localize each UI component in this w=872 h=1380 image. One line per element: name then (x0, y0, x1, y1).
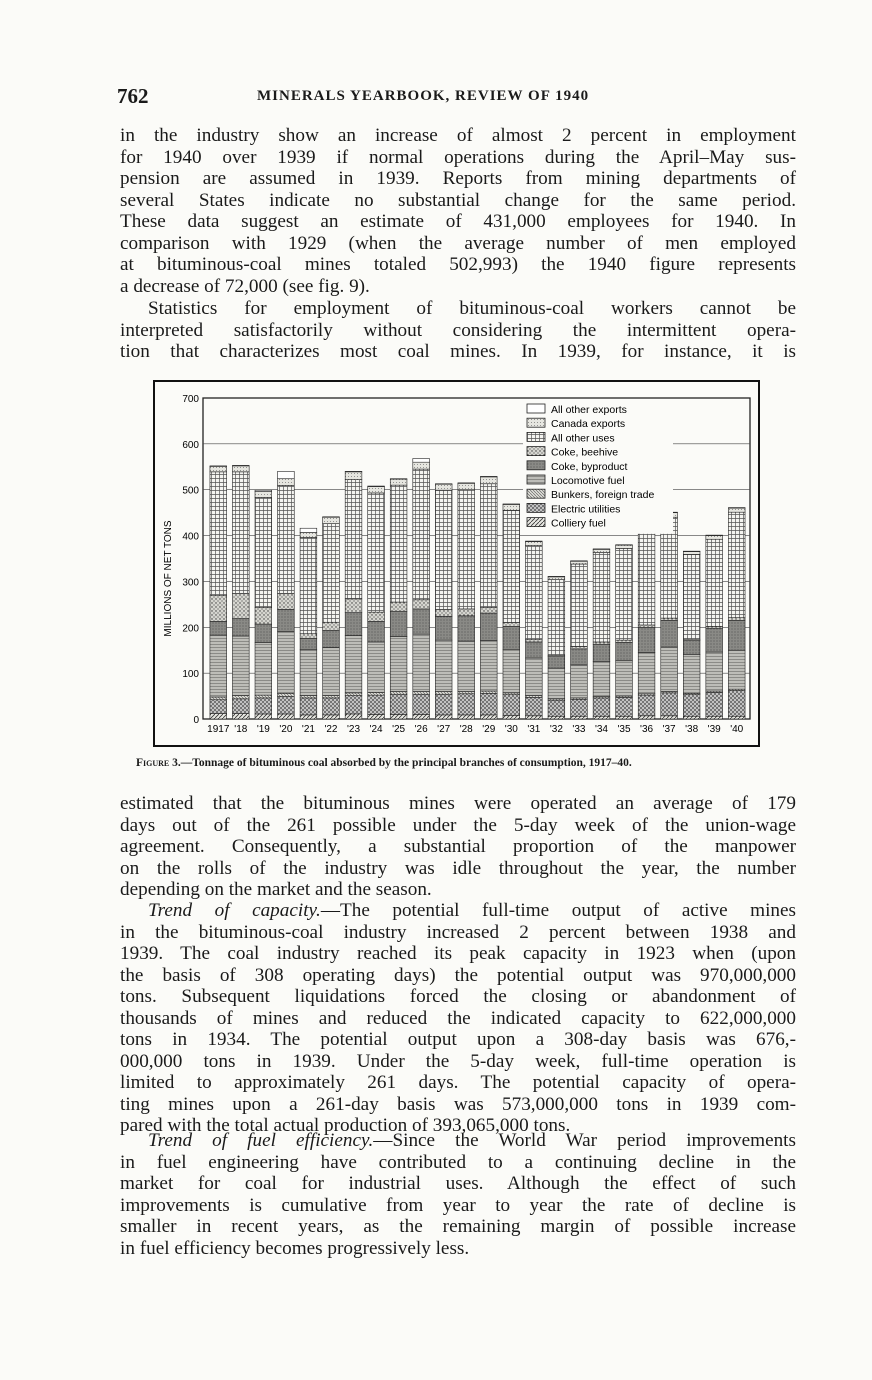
bar-segment (390, 611, 407, 636)
bar-segment (548, 580, 565, 656)
bar-segment (413, 694, 430, 714)
y-tick-label: 300 (182, 577, 199, 589)
text-line: These data suggest an estimate of 431,000 employees for 1940. In (120, 211, 796, 232)
bar-segment (526, 542, 543, 546)
text-line: estimated that the bituminous mines were operated an average of 179 (120, 793, 796, 814)
bar-segment (435, 694, 452, 715)
bar-segment (345, 714, 362, 719)
bar-segment (435, 484, 452, 490)
bar-segment (480, 484, 497, 608)
bar-segment (593, 662, 610, 697)
bar-segment (683, 554, 700, 639)
bar-segment (345, 599, 362, 613)
bar-segment (593, 698, 610, 716)
bar-segment (255, 624, 272, 642)
bar-segment (232, 699, 249, 714)
x-tick-label: '20 (279, 724, 293, 735)
bar-segment (706, 692, 723, 716)
bar-segment (593, 549, 610, 552)
bar-segment (255, 492, 272, 498)
bar-segment (345, 693, 362, 696)
x-tick-label: '38 (685, 724, 699, 735)
bar-segment (571, 699, 588, 716)
bar-segment (526, 697, 543, 715)
bar-segment (616, 548, 633, 640)
text-line: a decrease of 72,000 (see fig. 9). (120, 275, 370, 297)
bar-segment (480, 641, 497, 691)
bar-segment (503, 504, 520, 510)
legend-swatch (527, 489, 545, 498)
bar-segment (210, 596, 227, 622)
text-line: ting mines upon a 261-day basis was 573,000,000 tons in 1939 com- (120, 1093, 796, 1115)
bar-segment (278, 631, 295, 693)
chart-legend (523, 400, 673, 534)
legend-swatch (527, 404, 545, 413)
text-line: in fuel efficiency becomes progressively less. (120, 1237, 470, 1259)
bar-segment (728, 650, 745, 689)
paragraph-fuel-efficiency (120, 1130, 796, 1259)
text-line: interpreted satisfactorily without considering the intermittent opera- (120, 319, 796, 341)
bar-segment (278, 593, 295, 609)
bar-segment (480, 715, 497, 719)
x-tick-label: '36 (640, 724, 654, 735)
bar-segment (368, 487, 385, 493)
bar-segment (683, 641, 700, 655)
legend-swatch (527, 518, 545, 527)
bar-segment (323, 696, 340, 698)
bar-segment (255, 642, 272, 695)
text-line: pared with the total actual production of 393,065,000 tons. (120, 1115, 571, 1136)
bar-segment (526, 658, 543, 696)
text-span: —Since the World War period improvements (373, 1130, 796, 1151)
bar-segment (368, 612, 385, 621)
bar-segment (616, 716, 633, 719)
figure-caption-text: —Tonnage of bituminous coal absorbed by the principal branches of consumption, 1917–40. (180, 757, 632, 769)
text-line: in the bituminous-coal industry increased 2 percent between 1938 and (120, 921, 796, 943)
bar-segment (571, 649, 588, 665)
bar-segment (345, 636, 362, 693)
legend-swatch (527, 447, 545, 456)
legend-label: Electric utilities (551, 503, 621, 516)
text-line: in the industry show an increase of almost 2 percent in employment (120, 125, 796, 146)
bar-segment (683, 552, 700, 555)
x-tick-label: '33 (572, 724, 586, 735)
y-tick-label: 200 (182, 623, 199, 635)
paragraph-statistics (120, 298, 796, 363)
bar-segment (571, 561, 588, 564)
bar-segment (503, 649, 520, 693)
legend-label: Canada exports (551, 418, 626, 431)
text-line: several States indicate no substantial change for the same period. (120, 189, 796, 211)
bar-segment (616, 697, 633, 716)
x-tick-label: '31 (527, 724, 541, 735)
x-tick-label: '37 (662, 724, 676, 735)
bar-segment (390, 479, 407, 485)
bar-segment (503, 623, 520, 627)
bar-segment (458, 694, 475, 715)
bar-segment (571, 564, 588, 647)
page-header (117, 84, 797, 114)
bar-segment (278, 609, 295, 631)
legend-label: All other exports (551, 404, 627, 416)
bar-segment (390, 485, 407, 602)
bar-segment (661, 693, 678, 716)
legend-swatch (527, 432, 545, 441)
text-line: agreement. Consequently, a substantial proportion of the manpower (120, 836, 796, 857)
bar-segment (413, 609, 430, 634)
bar-segment (728, 512, 745, 617)
bar-segment (480, 613, 497, 641)
bar-segment (232, 593, 249, 618)
bar-segment (458, 483, 475, 489)
text-line: limited to approximately 261 days. The potential capacity of opera- (120, 1072, 796, 1093)
x-tick-label: '34 (594, 724, 609, 735)
bar-segment (458, 490, 475, 609)
bar-segment (593, 642, 610, 644)
x-tick-label: '30 (504, 724, 518, 735)
x-tick-label: '40 (730, 724, 744, 735)
x-tick-label: '32 (549, 724, 563, 735)
bar-segment (368, 692, 385, 695)
bar-segment (210, 713, 227, 719)
bar-segment (503, 510, 520, 622)
text-line: comparison with 1929 (when the average number of men employed (120, 232, 796, 254)
bar-segment (638, 625, 655, 627)
x-tick-label: '19 (256, 724, 270, 735)
bar-segment (548, 716, 565, 719)
y-tick-label: 400 (182, 531, 199, 543)
x-tick-label: '21 (301, 724, 315, 735)
bar-segment (661, 620, 678, 647)
bar-segment (323, 647, 340, 695)
x-tick-label: 1917 (207, 724, 230, 735)
x-tick-label: '39 (707, 724, 721, 735)
bar-segment (435, 691, 452, 694)
bar-segment (548, 577, 565, 580)
bar-segment (300, 537, 317, 633)
legend-label: Bunkers, foreign trade (551, 489, 655, 502)
x-tick-label: '22 (324, 724, 338, 735)
bar-segment (683, 695, 700, 717)
bar-segment (278, 486, 295, 594)
text-line: tion that characterizes most coal mines. In 1939, for instance, it is (120, 341, 796, 362)
bar-segment (683, 716, 700, 719)
y-tick-label: 600 (182, 439, 199, 451)
bar-segment (728, 508, 745, 512)
bar-segment (255, 490, 272, 491)
text-line: 000,000 tons in 1939. Under the 5-day week, full-time operation is (120, 1050, 796, 1072)
bar-segment (300, 696, 317, 698)
bar-segment (638, 627, 655, 652)
text-line: 1939. The coal industry reached its peak capacity in 1923 when (upon (120, 943, 796, 964)
bar-segment (413, 469, 430, 600)
legend-label: All other uses (551, 432, 615, 445)
bar-segment (210, 621, 227, 635)
bar-segment (368, 621, 385, 642)
section-heading: Trend of capacity. (148, 900, 321, 921)
bar-segment (390, 691, 407, 694)
y-tick-label: 100 (182, 669, 199, 681)
bar-segment (368, 714, 385, 719)
bar-segment (458, 616, 475, 641)
bar-segment (232, 713, 249, 719)
y-tick-label: 500 (182, 485, 199, 497)
text-line (120, 900, 796, 922)
x-tick-label: '26 (414, 724, 428, 735)
bar-segment (435, 616, 452, 640)
bar-segment (638, 653, 655, 694)
bar-segment (571, 665, 588, 698)
bar-segment (728, 691, 745, 717)
bar-segment (503, 715, 520, 719)
bar-segment (278, 479, 295, 486)
bar-segment (255, 698, 272, 714)
text-line: pension are assumed in 1939. Reports from mining departments of (120, 168, 796, 189)
bar-segment (706, 539, 723, 626)
bar-segment (593, 644, 610, 661)
paragraph-operation-days (120, 793, 796, 901)
bar-segment (300, 528, 317, 532)
bar-segment (323, 698, 340, 715)
bar-segment (278, 471, 295, 478)
bar-segment (435, 715, 452, 719)
bar-segment (458, 609, 475, 616)
bar-segment (526, 716, 543, 719)
legend-swatch (527, 475, 545, 484)
bar-segment (413, 459, 430, 463)
bar-segment (616, 640, 633, 642)
bar-segment (255, 695, 272, 698)
bar-segment (255, 714, 272, 719)
bar-segment (593, 716, 610, 719)
bar-segment (728, 716, 745, 719)
bar-segment (300, 650, 317, 696)
bar-segment (480, 691, 497, 693)
bar-segment (413, 691, 430, 694)
x-tick-label: '27 (437, 724, 451, 735)
bar-segment (368, 642, 385, 692)
bar-segment (616, 642, 633, 660)
text-line: thousands of mines and reduced the indicated capacity to 622,000,000 (120, 1007, 796, 1029)
legend-label: Coke, byproduct (551, 460, 628, 473)
bar-segment (503, 626, 520, 649)
bar-segment (323, 524, 340, 623)
bar-segment (480, 608, 497, 614)
text-span: —The potential full-time output of active mines (320, 900, 796, 921)
bar-segment (232, 466, 249, 472)
bar-segment (548, 700, 565, 716)
bar-segment (345, 613, 362, 636)
figure-label: Figure 3. (136, 757, 181, 769)
bar-segment (435, 490, 452, 609)
bar-segment (210, 635, 227, 697)
bar-segment (413, 600, 430, 609)
bar-segment (548, 657, 565, 668)
legend-label: Coke, beehive (551, 446, 619, 459)
bar-segment (323, 715, 340, 719)
legend-swatch (527, 503, 545, 512)
text-line: tons in 1934. The potential output upon a 308-day basis was 676,- (120, 1029, 796, 1050)
bar-segment (323, 630, 340, 647)
bar-segment (638, 529, 655, 625)
bar-segment (210, 466, 227, 472)
text-line: Statistics for employment of bituminous-coal workers cannot be (148, 298, 796, 319)
legend-swatch (527, 461, 545, 470)
stacked-bar-chart (155, 382, 758, 745)
bar-segment (526, 642, 543, 658)
bar-segment (255, 608, 272, 625)
bar-segment (435, 609, 452, 616)
text-line: at bituminous-coal mines totaled 502,993) the 1940 figure represents (120, 254, 796, 275)
bar-segment (661, 647, 678, 691)
bar-segment (368, 493, 385, 612)
running-title: MINERALS YEARBOOK, REVIEW OF 1940 (257, 88, 590, 104)
text-line: depending on the market and the season. (120, 879, 432, 900)
bar-segment (480, 477, 497, 484)
bar-segment (390, 602, 407, 611)
bar-segment (345, 472, 362, 480)
bar-segment (210, 472, 227, 596)
x-tick-label: '24 (369, 724, 383, 735)
bar-segment (300, 638, 317, 649)
bar-segment (616, 661, 633, 696)
bar-segment (413, 714, 430, 719)
bar-segment (526, 546, 543, 640)
y-tick-label: 700 (182, 394, 199, 405)
bar-segment (435, 640, 452, 691)
bar-segment (390, 636, 407, 691)
legend-swatch (527, 418, 545, 427)
text-line: tons. Subsequent liquidations forced the closing or abandonment of (120, 986, 796, 1007)
y-axis-label: MILLIONS OF NET TONS (163, 520, 174, 637)
bar-segment (458, 691, 475, 693)
x-tick-label: '35 (617, 724, 631, 735)
bar-segment (232, 619, 249, 636)
paragraph-trend-capacity (120, 900, 796, 1137)
bar-segment (278, 693, 295, 696)
bar-segment (503, 695, 520, 716)
text-line: market for coal for industrial uses. Although the effect of such (120, 1173, 796, 1194)
bar-segment (300, 698, 317, 715)
bar-segment (345, 480, 362, 599)
bar-segment (593, 553, 610, 642)
text-line: improvements is cumulative from year to year the rate of decline is (120, 1194, 796, 1216)
bar-segment (232, 696, 249, 699)
figure-caption (136, 757, 796, 769)
bar-segment (706, 536, 723, 540)
bar-segment (480, 693, 497, 715)
x-tick-label: '18 (234, 724, 248, 735)
bar-segment (210, 697, 227, 700)
bar-segment (638, 716, 655, 719)
bar-segment (706, 652, 723, 691)
bar-segment (458, 641, 475, 691)
x-tick-label: '29 (482, 724, 496, 735)
figure-frame (153, 380, 760, 747)
bar-segment (278, 714, 295, 719)
bar-segment (300, 634, 317, 639)
bar-segment (661, 618, 678, 620)
bar-segment (278, 697, 295, 714)
bar-segment (345, 696, 362, 714)
text-line: for 1940 over 1939 if normal operations during the April–May sus- (120, 146, 796, 168)
text-line: on the rolls of the industry was idle throughout the year, the number (120, 857, 796, 879)
text-line: in fuel engineering have contributed to a continuing decline in the (120, 1151, 796, 1173)
bar-segment (548, 668, 565, 699)
bar-segment (255, 498, 272, 608)
section-heading: Trend of fuel efficiency. (148, 1130, 374, 1151)
bar-segment (232, 636, 249, 696)
bar-segment (458, 715, 475, 719)
bar-segment (300, 715, 317, 719)
bar-segment (706, 716, 723, 719)
bar-segment (728, 620, 745, 650)
page-number: 762 (117, 84, 149, 108)
bar-segment (638, 695, 655, 716)
legend-label: Locomotive fuel (551, 475, 625, 487)
bar-segment (571, 647, 588, 649)
text-line: smaller in recent years, as the remaining margin of possible increase (120, 1216, 796, 1237)
bar-segment (706, 628, 723, 652)
x-tick-label: '25 (392, 724, 406, 735)
bar-segment (390, 694, 407, 714)
bar-segment (390, 714, 407, 719)
paragraph-employment (120, 125, 796, 297)
bar-segment (728, 618, 745, 621)
bar-segment (616, 545, 633, 548)
bar-segment (368, 695, 385, 714)
bar-segment (571, 716, 588, 719)
bar-segment (413, 462, 430, 469)
legend-label: Colliery fuel (551, 517, 606, 530)
bar-segment (323, 517, 340, 523)
bar-segment (661, 716, 678, 719)
text-line: the basis of 308 operating days) the potential output was 970,000,000 (120, 964, 796, 986)
bar-segment (232, 472, 249, 594)
x-tick-label: '28 (459, 724, 473, 735)
bar-segment (526, 640, 543, 642)
x-tick-label: '23 (346, 724, 361, 735)
bar-segment (323, 622, 340, 630)
text-line (120, 1130, 796, 1152)
bar-segment (300, 532, 317, 537)
bar-segment (413, 634, 430, 691)
text-line: days out of the 261 possible under the 5-day week of the union-wage (120, 814, 796, 836)
y-tick-label: 0 (193, 715, 199, 726)
bar-segment (210, 700, 227, 714)
bar-segment (683, 654, 700, 693)
